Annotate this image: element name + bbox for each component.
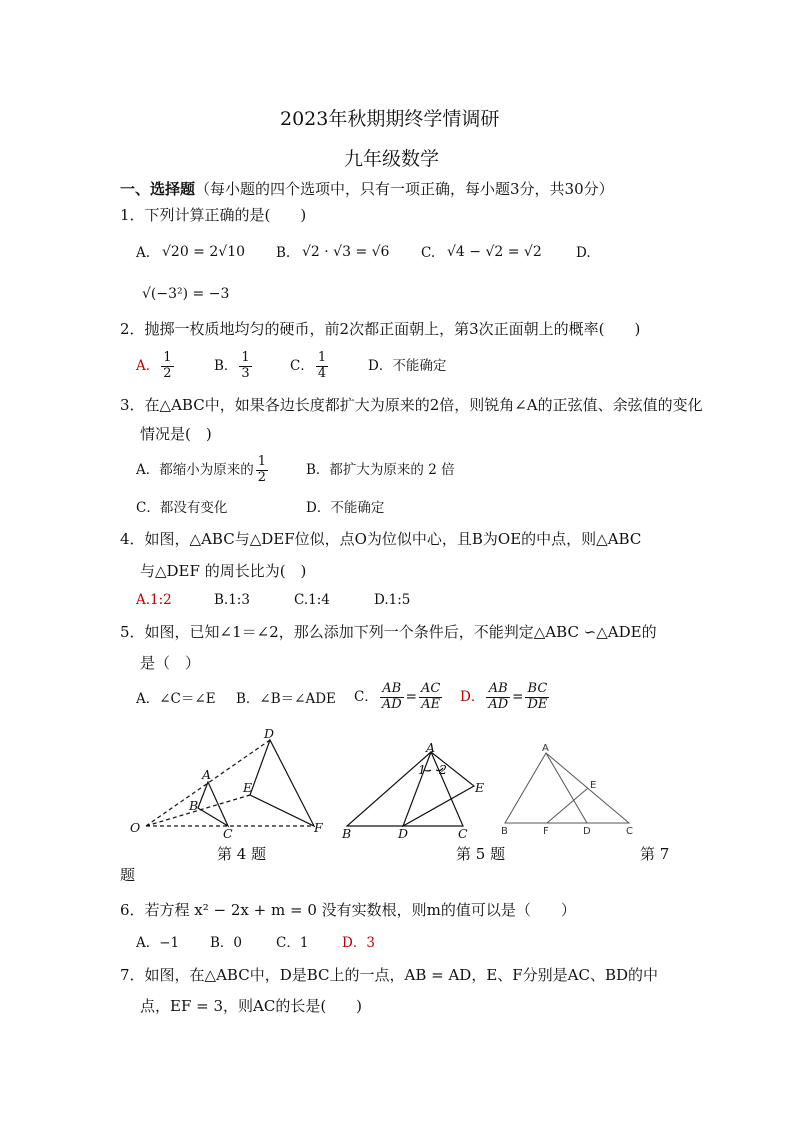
q5-option-a: A．∠C＝∠E <box>136 691 216 707</box>
q4-stem-line2: 与△DEF 的周长比为( ) <box>140 562 307 580</box>
fig7-label-F: F <box>543 826 549 837</box>
fig7-label-D: D <box>583 826 591 837</box>
q5-d-d1: AD <box>488 696 509 712</box>
section-heading-label: 一、选择题 <box>120 180 196 198</box>
q7-stem-line1: 7．如图，在△ABC中，D是BC上的一点，AB = AD，E、F分别是AC、BD的中 <box>120 966 659 984</box>
q2-option-b-label: B． <box>214 357 238 374</box>
q2-option-c-label: C． <box>290 357 314 374</box>
fig4-label-O: O <box>130 820 141 835</box>
fig5-label-A: A <box>426 740 436 755</box>
fig5-label-C: C <box>458 826 468 841</box>
fig5-label-2: 2 <box>439 762 447 777</box>
q1-option-a-expr: √20 = 2√10 <box>162 244 246 260</box>
q1-stem: 1．下列计算正确的是( ) <box>120 206 307 224</box>
fig7-caption-part2: 题 <box>120 866 136 884</box>
q5-option-d: D． $\frac{AB}{AD}$ = $\frac{BC}{DE}$ <box>460 681 548 712</box>
q1-option-a-label: A. <box>136 245 151 261</box>
q1-option-b-label: B. <box>276 245 291 261</box>
q3-option-d: D．不能确定 <box>306 500 385 516</box>
fig5-label-E: E <box>475 780 485 795</box>
q5-d-n2: BC <box>525 682 549 698</box>
q5-option-c: C． $\frac{AB}{AD}$ = $\frac{AC}{AE}$ <box>354 681 441 712</box>
q3-stem-line1: 3．在△ABC中，如果各边长度都扩大为原来的2倍，则锐角∠A的正弦值、余弦值的变化 <box>120 396 703 414</box>
q5-c-n2: AC <box>420 681 441 696</box>
q5-d-d2: DE <box>527 696 548 712</box>
q3-a-num: 1 <box>257 454 267 469</box>
q2-c-den: 4 <box>317 365 327 381</box>
fig4-triangle-DEF <box>250 740 314 826</box>
q5-c-d1: AD <box>381 696 402 712</box>
q7-stem-line2: 点，EF = 3，则AC的长是( ) <box>140 997 363 1015</box>
fig5-label-D: D <box>398 826 409 841</box>
q3-option-a-text: A．都缩小为原来的 <box>136 461 254 478</box>
q4-option-b: B.1:3 <box>214 592 250 608</box>
q5-option-d-label: D． <box>460 688 485 705</box>
q2-stem: 2．抛掷一枚质地均匀的硬币，前2次都正面朝上，第3次正面朝上的概率( ) <box>120 320 641 338</box>
fig4-label-A: A <box>202 767 212 782</box>
q5-option-b: B．∠B＝∠ADE <box>236 691 336 707</box>
exam-title: 2023年秋期期终学情调研 <box>280 108 500 130</box>
q6-option-b: B．0 <box>210 935 243 951</box>
fig4-label-B: B <box>189 798 199 813</box>
fig4-label-C: C <box>223 826 233 841</box>
q3-option-c: C．都没有变化 <box>136 500 228 516</box>
q4-option-a: A.1:2 <box>136 592 172 608</box>
exam-subtitle: 九年级数学 <box>344 148 440 170</box>
q1-option-d-expr: √(−3²) = −3 <box>142 286 230 302</box>
fig7-label-B: B <box>501 826 508 837</box>
fig5-label-B: B <box>342 826 352 841</box>
q4-stem-line1: 4．如图，△ABC与△DEF位似，点O为位似中心，且B为OE的中点，则△ABC <box>120 530 642 548</box>
fig7-label-E: E <box>590 780 597 791</box>
q2-option-d: D．不能确定 <box>368 358 447 374</box>
fig4-caption: 第 4 题 <box>217 845 267 863</box>
fig4-label-D: D <box>264 726 275 741</box>
q2-b-num: 1 <box>241 350 250 365</box>
q6-stem: 6．若方程 x² − 2x + m = 0 没有实数根，则m的值可以是（ ） <box>120 901 576 919</box>
q5-option-c-label: C． <box>354 688 378 705</box>
q5-stem-line2: 是（ ） <box>140 654 201 672</box>
fig7-label-A: A <box>542 743 549 754</box>
q3-stem-line2: 情况是( ) <box>140 425 212 443</box>
q4-option-d: D.1:5 <box>374 592 411 608</box>
q5-stem-line1: 5．如图，已知∠1＝∠2，那么添加下列一个条件后，不能判定△ABC ∽△ADE的 <box>120 623 657 641</box>
q5-c-n1: AB <box>380 682 404 698</box>
q1-option-b-expr: √2 · √3 = √6 <box>302 244 390 260</box>
q2-a-den: 2 <box>163 365 172 381</box>
fig7-line-FE <box>547 788 588 823</box>
section-heading-note: （每小题的四个选项中，只有一项正确，每小题3分，共30分） <box>195 180 614 198</box>
q2-a-num: 1 <box>163 350 172 365</box>
fig7-caption-part1: 第 7 <box>640 845 670 863</box>
q4-option-c: C.1:4 <box>294 592 330 608</box>
q2-c-num: 1 <box>317 350 327 365</box>
q3-a-den: 2 <box>257 469 267 485</box>
q6-option-c: C．1 <box>276 935 309 951</box>
fig7-label-C: C <box>626 826 633 837</box>
fig7-line-AD <box>546 753 587 823</box>
q1-option-c-label: C. <box>421 245 436 261</box>
q5-c-d2: AE <box>421 696 441 712</box>
fig5-label-1: 1 <box>418 762 426 777</box>
fig4-label-F: F <box>314 820 323 835</box>
q3-option-b: B．都扩大为原来的 2 倍 <box>306 462 455 478</box>
q6-option-a: A．−1 <box>136 935 180 951</box>
q5-d-n1: AB <box>486 682 510 698</box>
fig4-label-E: E <box>243 780 253 795</box>
q2-b-den: 3 <box>241 365 250 381</box>
q2-option-a-label: A． <box>136 357 160 374</box>
fig4-triangle-ABC <box>198 782 228 826</box>
fig5-caption: 第 5 题 <box>456 845 506 863</box>
q1-option-d-label: D. <box>576 245 591 261</box>
q1-option-c-expr: √4 − √2 = √2 <box>447 244 542 260</box>
q6-option-d: D．3 <box>342 935 375 951</box>
